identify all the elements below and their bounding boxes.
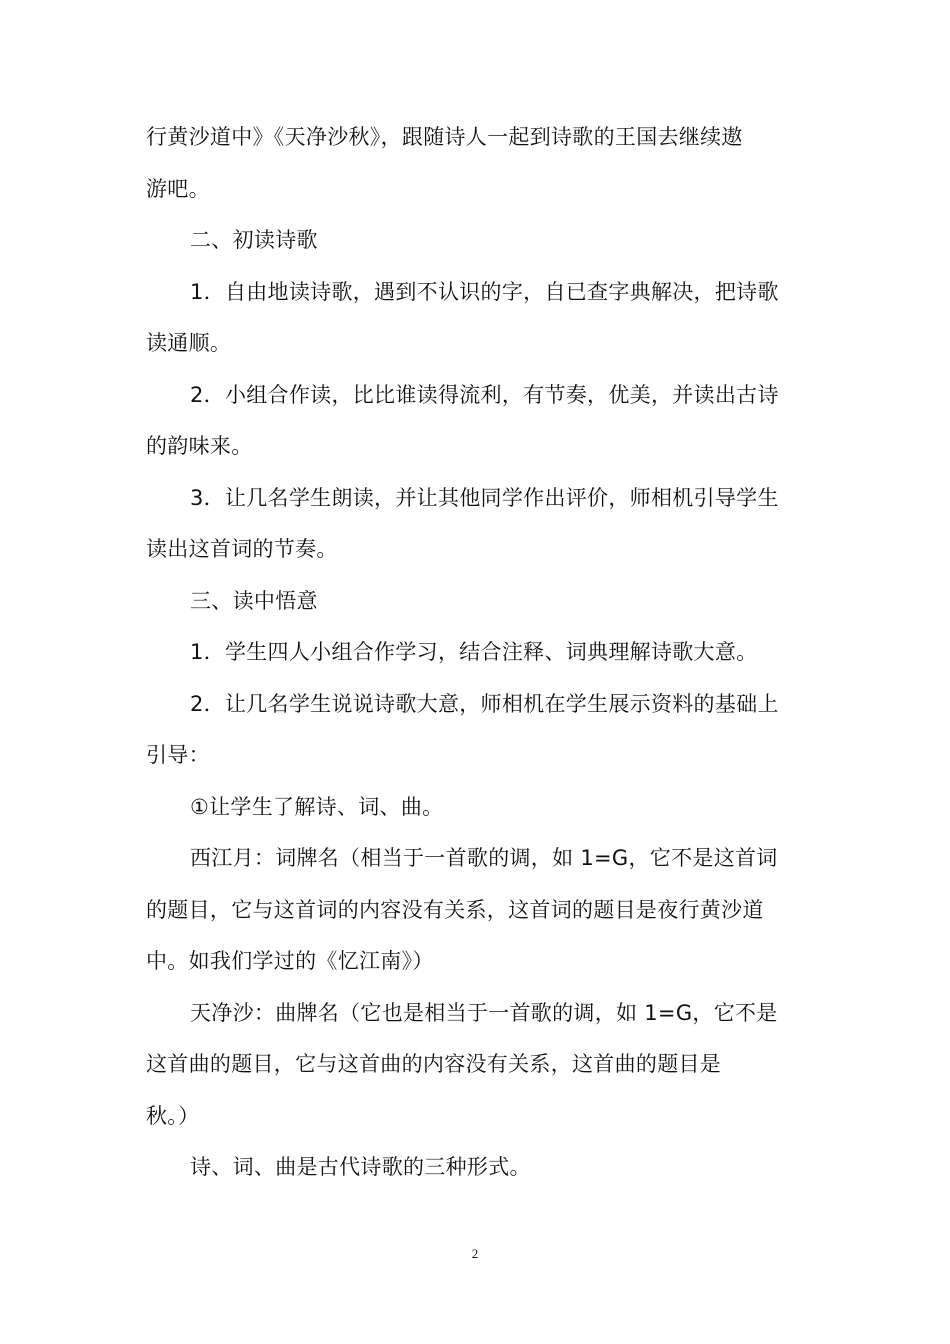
text-line: 2．让几名学生说说诗歌大意，师相机在学生展示资料的基础上	[190, 691, 779, 716]
document-body	[146, 112, 808, 1194]
text-line: 诗、词、曲是古代诗歌的三种形式。	[190, 1155, 531, 1179]
text-line: 1．学生四人小组合作学习，结合注释、词典理解诗歌大意。	[190, 640, 758, 664]
section-heading: 二、初读诗歌	[190, 228, 318, 252]
text-line: 行黄沙道中》《天净沙秋》，跟随诗人一起到诗歌的王国去继续遨	[146, 125, 743, 149]
text-line: 的韵味来。	[146, 434, 253, 458]
text-line: 2．小组合作读，比比谁读得流利，有节奏，优美，并读出古诗	[190, 382, 779, 407]
text-line: 的题目，它与这首词的内容没有关系，这首词的题目是夜行黄沙道	[146, 897, 764, 922]
text-line: 这首曲的题目，它与这首曲的内容没有关系，这首曲的题目是	[146, 1052, 722, 1076]
text-line: ①让学生了解诗、词、曲。	[190, 794, 444, 819]
text-line: 读出这首词的节奏。	[146, 537, 338, 561]
text-line: 中。如我们学过的《忆江南》）	[146, 949, 434, 973]
section-heading: 三、读中悟意	[190, 588, 318, 613]
text-line: 1．自由地读诗歌，遇到不认识的字，自已查字典解决，把诗歌	[190, 279, 779, 304]
text-line: 读通顺。	[146, 331, 232, 355]
text-line: 3．让几名学生朗读，并让其他同学作出评价，师相机引导学生	[190, 485, 779, 510]
page-number: 2	[471, 1246, 479, 1261]
text-line: 引导：	[146, 743, 210, 767]
text-line: 天净沙：曲牌名（它也是相当于一首歌的调，如 1=G，它不是	[190, 1000, 778, 1025]
text-line: 游吧。	[146, 176, 210, 201]
text-line: 西江月：词牌名（相当于一首歌的调，如 1=G，它不是这首词	[190, 846, 778, 870]
text-line: 秋。）	[146, 1103, 200, 1128]
